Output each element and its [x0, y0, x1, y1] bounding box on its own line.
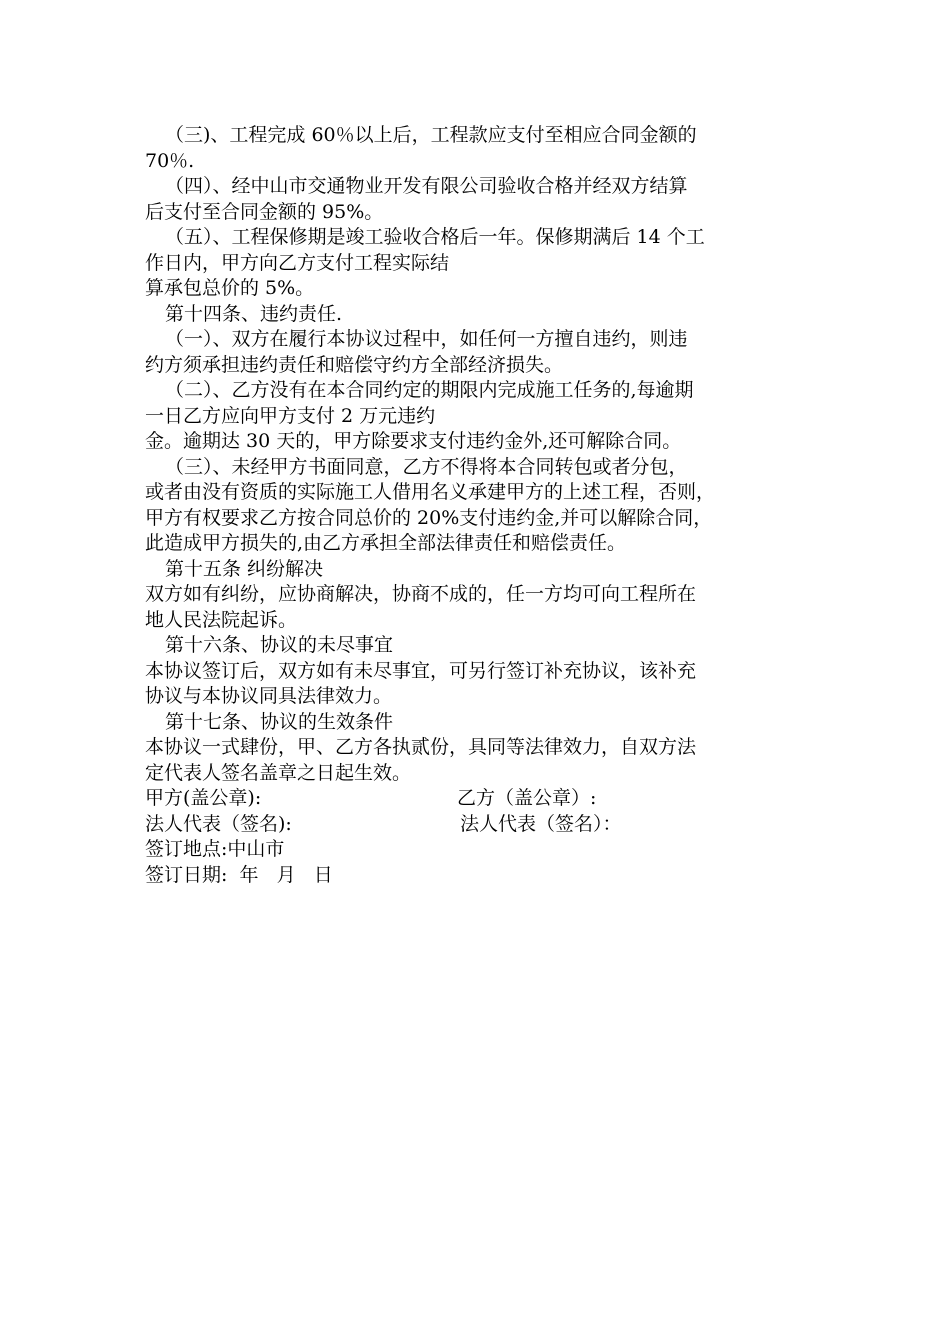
clause-4-payment-line-2: 后支付至合同金额的 95%。: [145, 200, 384, 223]
article-15-body-line-1: 双方如有纠纷，应协商解决，协商不成的，任一方均可向工程所在: [145, 583, 697, 605]
clause-5-warranty-line-1: （五）、工程保修期是竣工验收合格后一年。保修期满后 14 个工: [165, 226, 705, 248]
clause-5-warranty-line-3: 算承包总价的 5%。: [145, 277, 315, 299]
clause-4-payment-line-1: （四）、经中山市交通物业开发有限公司验收合格并经双方结算: [165, 175, 688, 197]
party-b-seal-label: 乙方（盖公章）:: [457, 787, 597, 809]
contract-body: [145, 123, 820, 888]
article-14-item-3-line-1: （三）、未经甲方书面同意，乙方不得将本合同转包或者分包，: [165, 455, 688, 478]
article-14-item-3-line-4: 此造成甲方损失的,由乙方承担全部法律责任和赔偿责任。: [145, 532, 627, 554]
party-a-seal-label: 甲方(盖公章):: [145, 787, 262, 809]
representative-row: [145, 812, 820, 838]
article-14-item-2-line-3: 金。逾期达 30 天的，甲方除要求支付违约金外,还可解除合同。: [145, 430, 682, 452]
article-14-item-2-line-1: （二）、乙方没有在本合同约定的期限内完成施工任务的,每逾期: [165, 379, 694, 401]
article-16-heading: 第十六条、协议的未尽事宜: [165, 634, 394, 656]
article-17-body-line-1: 本协议一式肆份，甲、乙方各执贰份，具同等法律效力，自双方法: [145, 736, 697, 758]
article-15-heading: 第十五条 纠纷解决: [165, 557, 324, 580]
article-14-item-2-line-2: 一日乙方应向甲方支付 2 万元违约: [145, 404, 436, 427]
article-14-item-1-line-2: 约方须承担违约责任和赔偿守约方全部经济损失。: [145, 353, 564, 376]
party-b-representative-label: 法人代表（签名）：: [460, 812, 622, 835]
article-17-body-line-2: 定代表人签名盖章之日起生效。: [145, 761, 412, 784]
clause-3-payment-line-1: （三)、工程完成 60％以上后，工程款应支付至相应合同金额的: [165, 124, 697, 146]
article-14-item-1-line-1: （一）、双方在履行本协议过程中，如任何一方擅自违约，则违: [165, 328, 688, 350]
article-16-body-line-1: 本协议签订后，双方如有未尽事宜，可另行签订补充协议，该补充: [145, 659, 697, 682]
seal-row: [145, 786, 820, 812]
article-17-heading: 第十七条、协议的生效条件: [165, 710, 394, 733]
clause-3-payment-line-2: 70％.: [145, 149, 195, 172]
signing-date: 签订日期: 年 月 日: [145, 863, 333, 886]
article-14-heading: 第十四条、违约责任.: [165, 302, 343, 325]
article-14-item-3-line-3: 甲方有权要求乙方按合同总价的 20%支付违约金,并可以解除合同，: [145, 506, 713, 529]
party-a-representative-label: 法人代表（签名):: [145, 812, 292, 835]
clause-5-warranty-line-2: 作日内，甲方向乙方支付工程实际结: [145, 251, 450, 274]
article-16-body-line-2: 协议与本协议同具法律效力。: [145, 685, 393, 707]
article-15-body-line-2: 地人民法院起诉。: [145, 608, 298, 631]
article-14-item-3-line-2: 或者由没有资质的实际施工人借用名义承建甲方的上述工程，否则，: [145, 481, 716, 503]
signing-place: 签订地点:中山市: [145, 838, 285, 860]
